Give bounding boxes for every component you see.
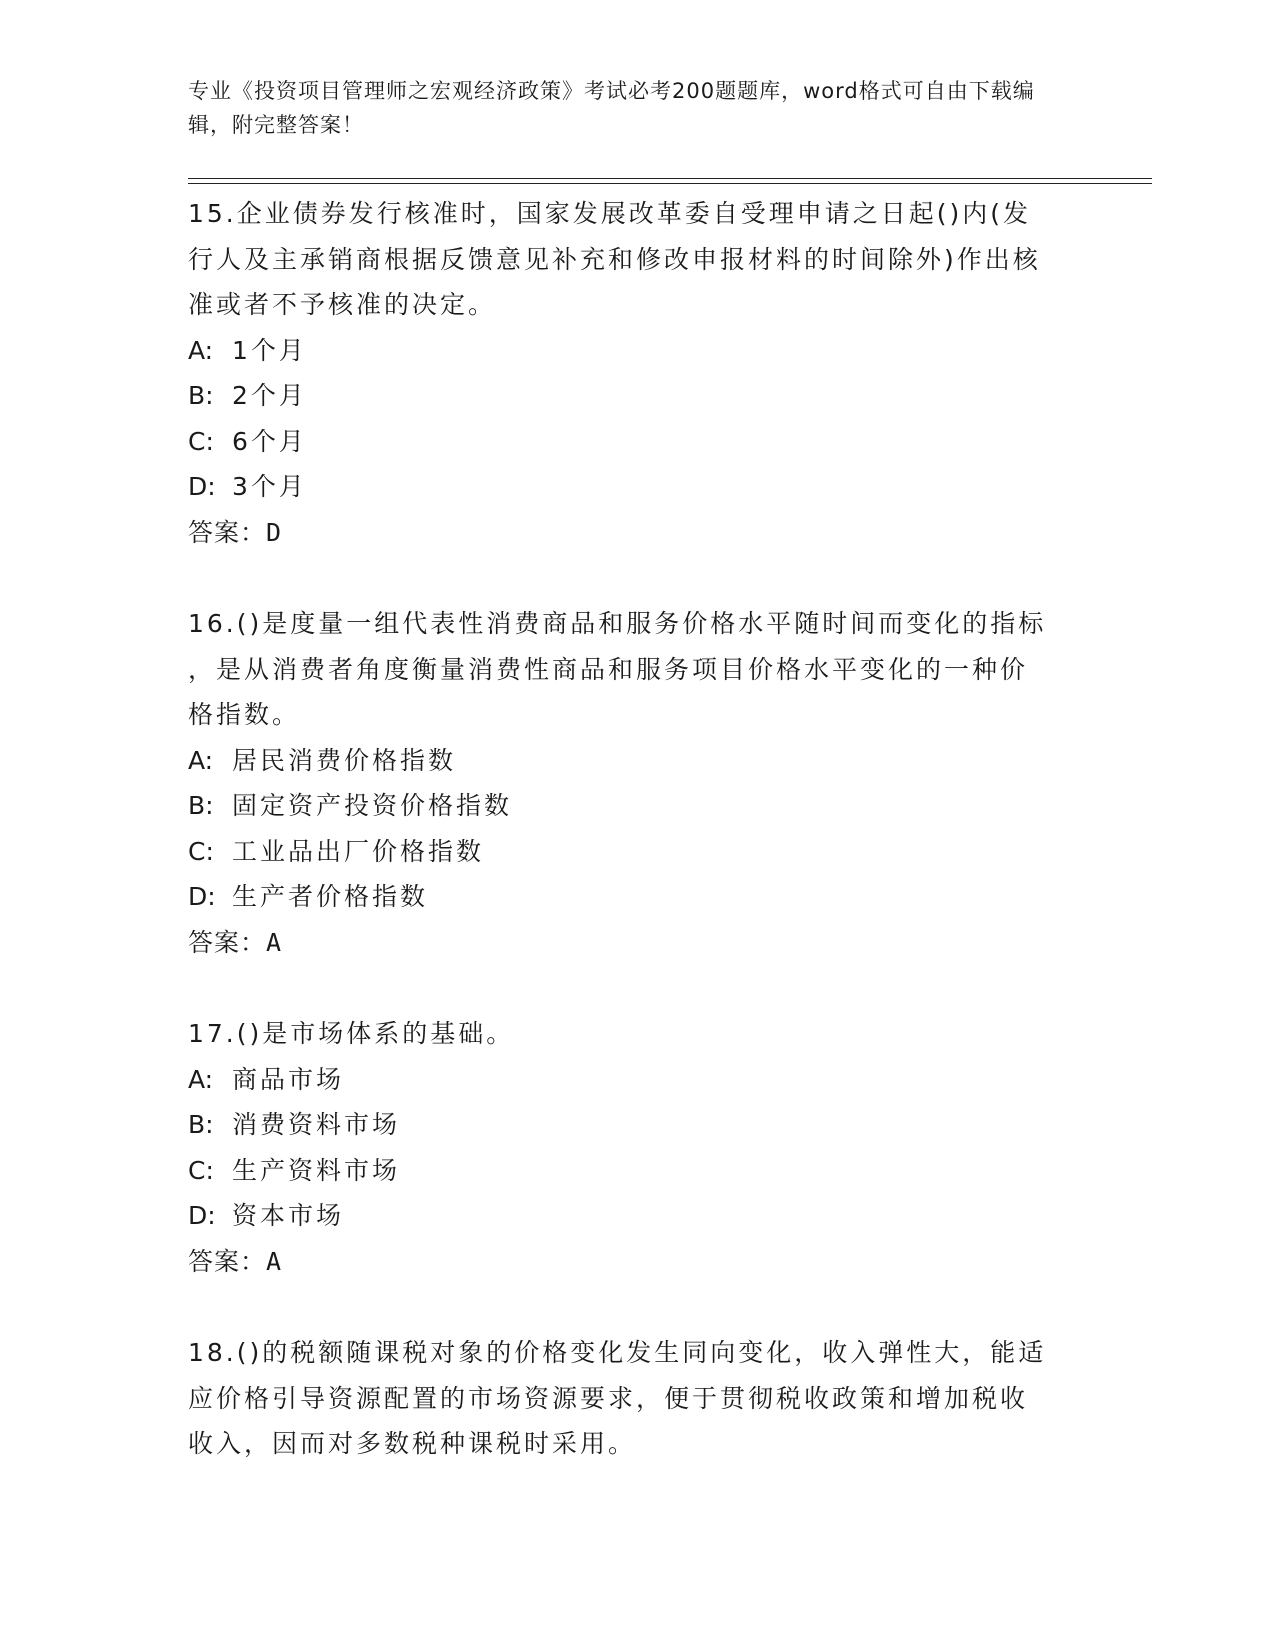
option-value: 商品市场 (232, 1064, 345, 1094)
option-key: A: (188, 1064, 214, 1094)
option-key: B: (188, 791, 214, 820)
option-value: 资本市场 (232, 1201, 345, 1230)
option-value: 固定资产投资价格指数 (232, 791, 513, 820)
option-key: B: (188, 1110, 214, 1139)
question-spacer (188, 965, 1088, 1011)
option-value: 工业品出厂价格指数 (232, 836, 485, 866)
document-header: 专业《投资项目管理师之宏观经济政策》考试必考200题题库，word格式可自由下载编辑，附完整答案！ (188, 79, 1035, 137)
question-18 (188, 1330, 1088, 1467)
option-a (188, 1057, 1088, 1103)
question-text: 15.企业债券发行核准时，国家发展改革委自受理申请之日起()内(发 行人及主承销商根据反馈意见补充和修改申报材料的时间除外)作出核 准或者不予核准的决定。 (188, 199, 1041, 319)
option-c (188, 1148, 1088, 1194)
question-spacer (188, 555, 1088, 601)
questions-list (188, 191, 1088, 1467)
answer-value: A (266, 1246, 283, 1276)
option-value: 消费资料市场 (232, 1110, 401, 1139)
option-key: D: (188, 1201, 216, 1230)
option-value: 生产者价格指数 (232, 882, 429, 911)
answer-label: 答案： (188, 1246, 267, 1276)
option-key: D: (188, 882, 216, 911)
option-value: 2个月 (232, 381, 307, 410)
option-b (188, 783, 1088, 829)
answer-value: A (266, 927, 283, 957)
question-spacer (188, 1284, 1088, 1330)
option-b (188, 373, 1088, 419)
option-key: C: (188, 836, 214, 866)
answer-value: D (266, 517, 283, 547)
option-d (188, 874, 1088, 920)
option-key: A: (188, 745, 214, 775)
option-c (188, 829, 1088, 875)
answer-label: 答案： (188, 517, 267, 547)
question-15 (188, 191, 1088, 555)
option-key: C: (188, 1155, 214, 1185)
option-a (188, 738, 1088, 784)
option-value: 居民消费价格指数 (232, 745, 457, 775)
option-value: 生产资料市场 (232, 1155, 401, 1185)
option-a (188, 328, 1088, 374)
option-key: A: (188, 335, 214, 365)
question-text: 17.()是市场体系的基础。 (188, 1019, 515, 1048)
option-d (188, 464, 1088, 510)
option-d (188, 1193, 1088, 1239)
option-key: B: (188, 381, 214, 410)
question-text: 16.()是度量一组代表性消费商品和服务价格水平随时间而变化的指标 ，是从消费者角度衡量消费性商品和服务项目价格水平变化的一种价 格指数。 (188, 609, 1047, 729)
option-key: D: (188, 472, 216, 501)
header-divider-bottom (188, 183, 1152, 184)
header-divider-top (188, 178, 1152, 179)
question-16 (188, 601, 1088, 965)
option-value: 1个月 (232, 335, 307, 365)
answer-line (188, 1239, 1088, 1285)
answer-line (188, 920, 1088, 966)
option-value: 3个月 (232, 472, 307, 501)
answer-label: 答案： (188, 927, 267, 957)
answer-line (188, 510, 1088, 556)
option-value: 6个月 (232, 426, 307, 456)
option-b (188, 1102, 1088, 1148)
question-text: 18.()的税额随课税对象的价格变化发生同向变化，收入弹性大，能适 应价格引导资源配置的市场资源要求，便于贯彻税收政策和增加税收 收入，因而对多数税种课税时采用。 (188, 1338, 1047, 1458)
option-key: C: (188, 426, 214, 456)
question-17 (188, 1011, 1088, 1284)
option-c (188, 419, 1088, 465)
